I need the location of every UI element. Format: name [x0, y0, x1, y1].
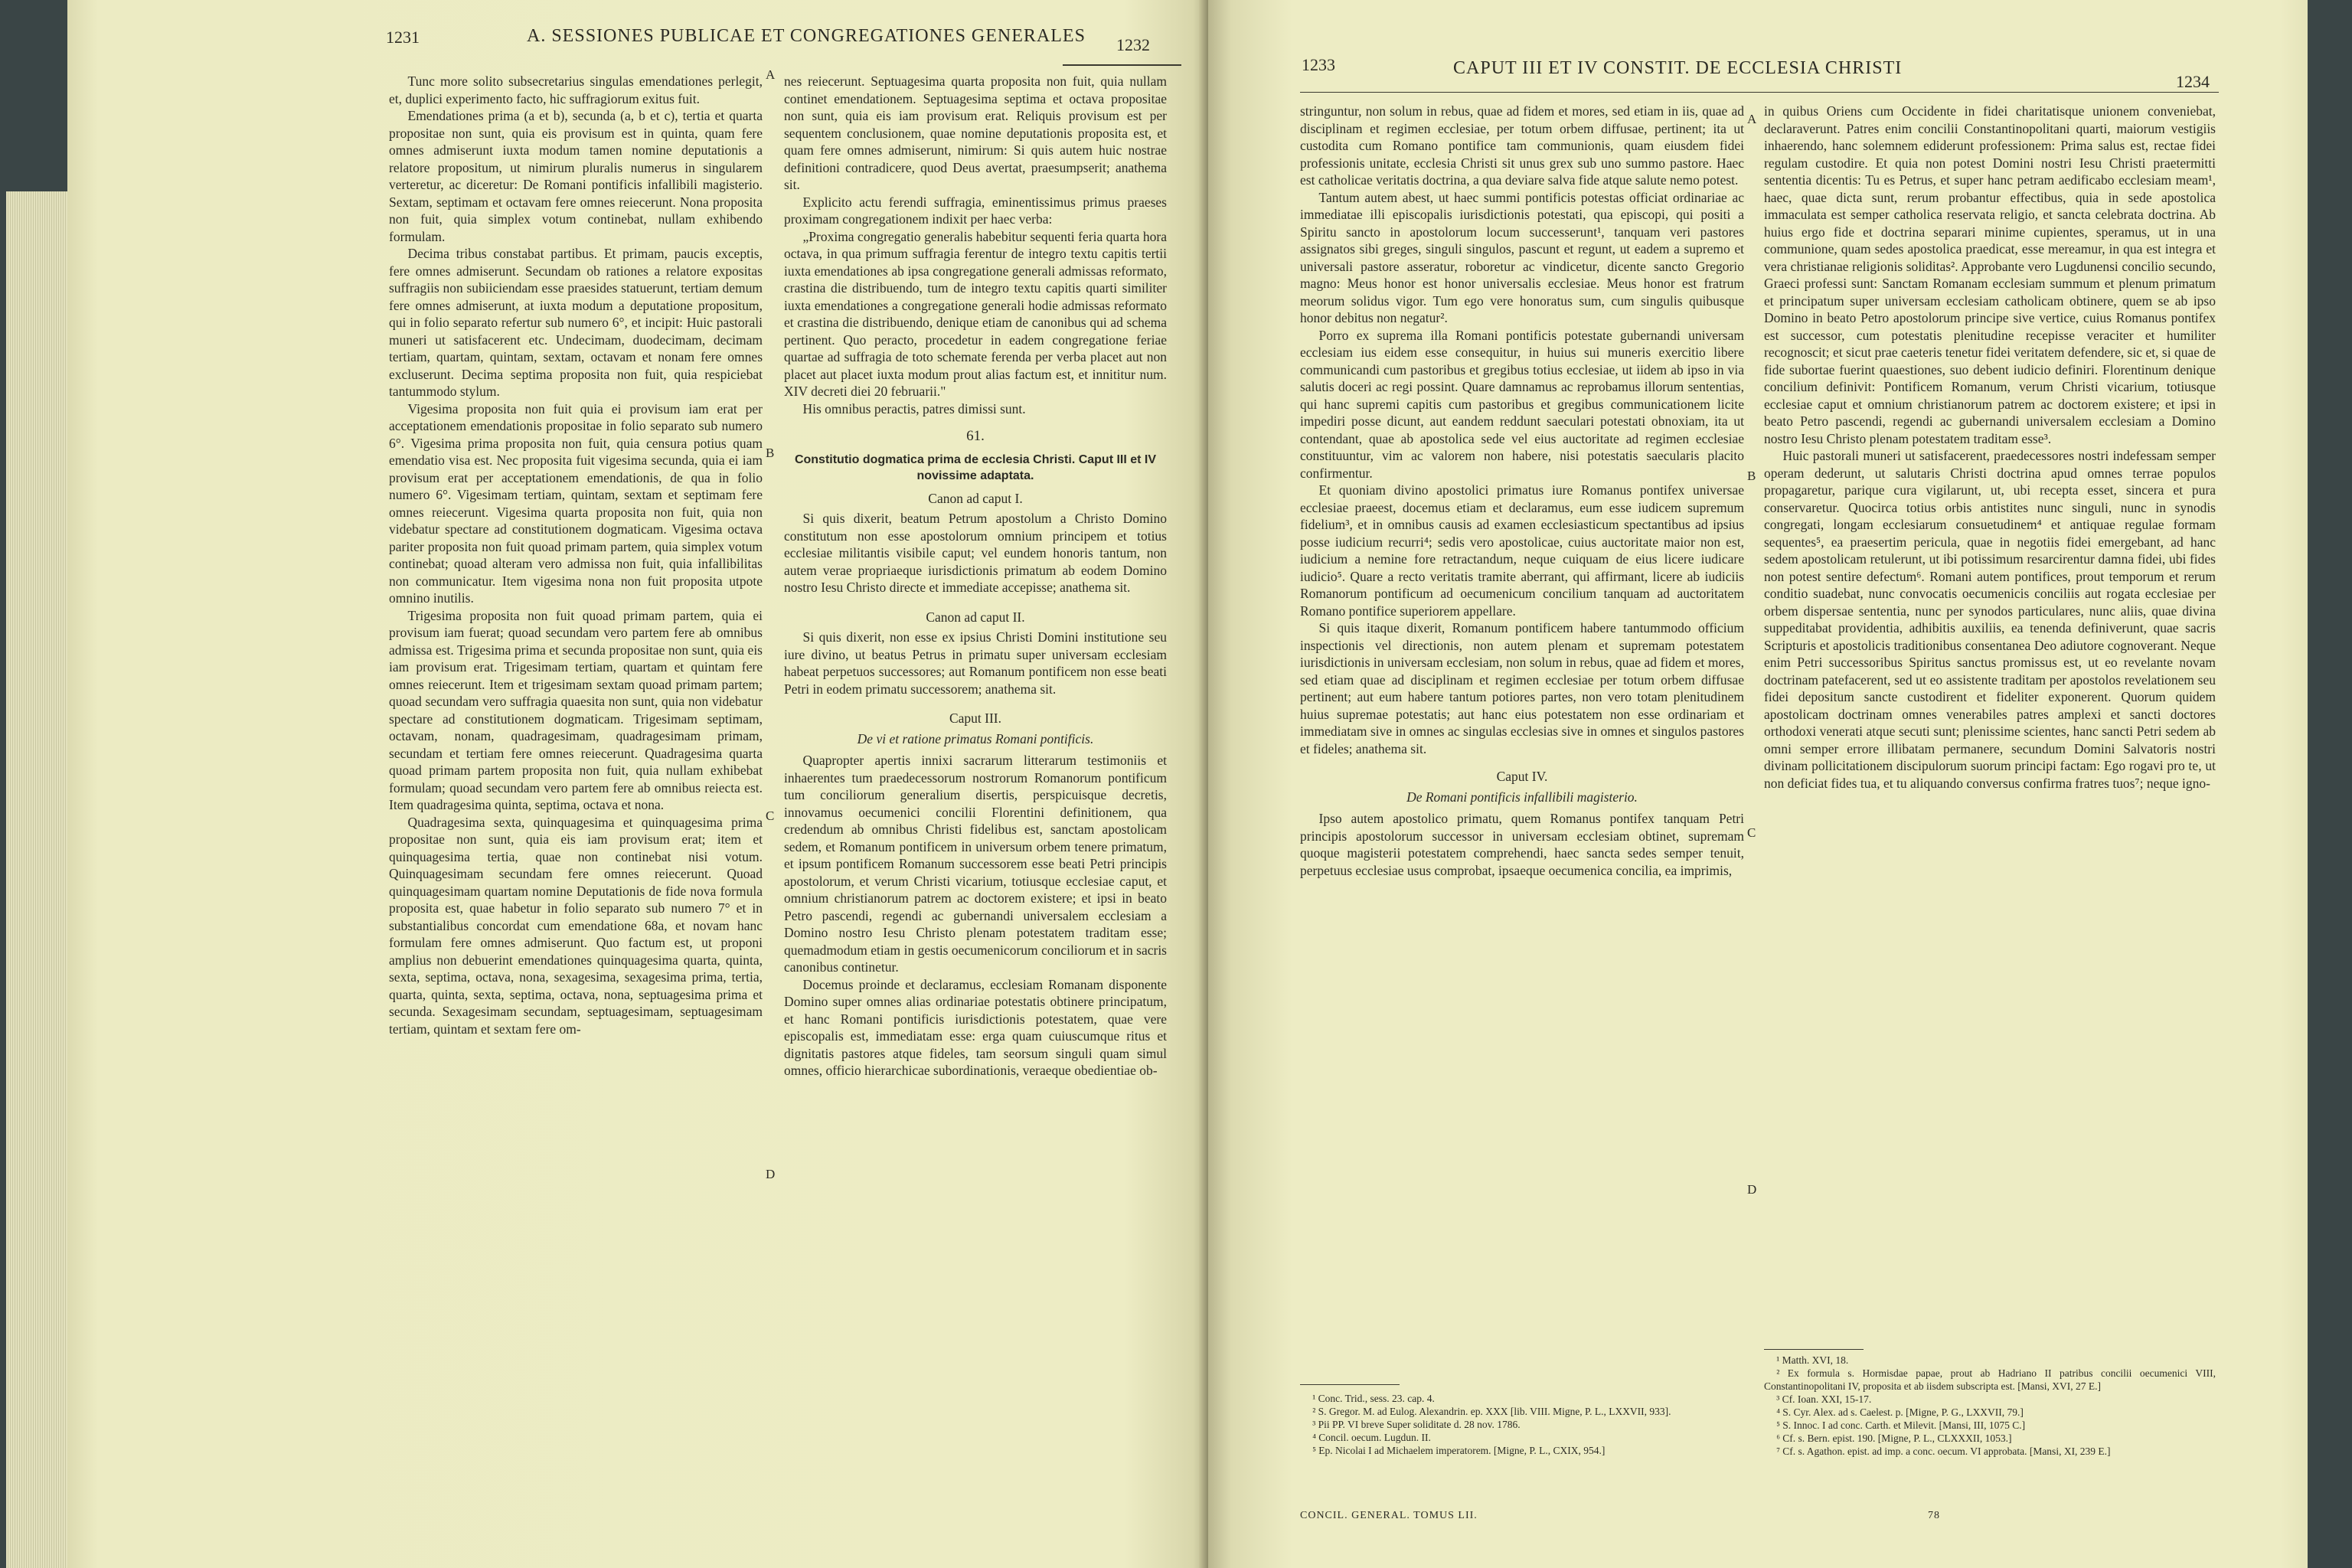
chapter-subtitle: De vi et ratione primatus Romani pontificis.	[857, 730, 1094, 746]
footnote-rule	[1300, 1384, 1400, 1385]
footnote: ⁶ Cf. s. Bern. epist. 190. [Migne, P. L., CLXXXII, 1053.]	[1776, 1432, 2012, 1444]
text-column-right	[1764, 103, 2216, 792]
footnote: ⁴ Concil. oecum. Lugdun. II.	[1312, 1432, 1431, 1443]
paragraph: Et quoniam divino apostolici primatus iure Romanus pontifex universae ecclesiae praeest, docemus etiam et declaramus, eum esse iudicem supremum fidelium³, et in omnibus causis ad examen ecclesiasticum spectantibus ad ipsius posse iudicium recurri⁴; sedis vero apostolicae, cuius auctoritate maior non est, iudicium a nemine fore retractandum, neque cuiquam de eius licere iudicare iudicio⁵. Quare a recto veritatis tramite aberrant, qui affirmant, licere ab iudiciis Romanorum pontificum ad oecumenicum concilium tanquam ad auctoritatem Romano pontifice superiorem appellare.	[1300, 482, 1744, 619]
page-number: 1233	[1302, 55, 1335, 74]
running-head: A. SESSIONES PUBLICAE ET CONGREGATIONES GENERALES	[527, 26, 1086, 46]
footnote: ¹ Matth. XVI, 18.	[1776, 1354, 1849, 1366]
paragraph: stringuntur, non solum in rebus, quae ad fidem et mores, sed etiam in iis, quae ad disciplinam et regimen ecclesiae, per totum orbem diffusae, pertinent; ita ut custodita cum Romano pontifice tam communionis, quam eiusdem fidei professionis unitate, ecclesia Christi sit unus grex sub uno summo pastore. Haec est catholicae veritatis doctrina, a qua deviare salva fide atque salute nemo potest.	[1300, 103, 1744, 188]
paragraph: His omnibus peractis, patres dimissi sunt.	[802, 400, 1026, 416]
signature-mark: CONCIL. GENERAL. TOMUS LII.	[1300, 1510, 1478, 1521]
right-page	[1208, 0, 2308, 1568]
canon-heading: Canon ad caput II.	[926, 609, 1025, 625]
running-head: CAPUT III ET IV CONSTIT. DE ECCLESIA CHRISTI	[1453, 58, 1903, 78]
chapter-heading: Caput IV.	[1496, 769, 1548, 784]
paragraph: Explicito actu ferendi suffragia, eminentissimus primus praeses proximam congregationem indixit per haec verba:	[784, 194, 1167, 227]
footnotes-right	[1764, 1354, 2216, 1458]
paragraph: Docemus proinde et declaramus, ecclesiam Romanam disponente Domino super omnes alias ordinariae potestatis obtinere principatum, et hanc Romani pontificis iurisdictionis potestatem, quae vere episcopalis est, immediatam esse: erga quam cuiuscumque ritus et dignitatis pastores atque fideles, tam seorsum singuli quam simul omnes, officio hierarchicae subordinationis, veraeque obedientiae ob-	[784, 976, 1167, 1078]
header-rule	[1063, 64, 1181, 66]
quote: „Proxima congregatio generalis habebitur sequenti feria quarta hora octava, in qua primum suffragia ferentur de integro textu capitis tertii iuxta emendationes ab ipsa congregatione generali admissas reformato, crastina die distribuendo, tum de integro textu capitis quarti similiter iuxta emendationes a congregatione generali hodie admissas reformato et crastina die distribuendo, denique etiam de canonibus qui ad schema pertinent. Quo peracto, procedetur in eadem congregatione feriae quartae ad suffragia de toto schemate ferenda per verba placet aut non placet aut placet iuxta modum prout alias factum est, et innititur num. XIV decreti diei 20 februarii."	[784, 228, 1167, 399]
section-number: 61.	[966, 428, 985, 444]
footnote: ⁴ S. Cyr. Alex. ad s. Caelest. p. [Migne, P. G., LXXVII, 79.]	[1776, 1406, 2024, 1418]
left-page	[67, 0, 1208, 1568]
text-column-left	[389, 73, 763, 1037]
margin-letter: A	[1747, 112, 1757, 126]
margin-letter: D	[766, 1167, 776, 1181]
footnote: ⁷ Cf. s. Agathon. epist. ad imp. a conc. oecum. VI approbata. [Mansi, XI, 239 E.]	[1776, 1446, 2111, 1457]
footnote-rule	[1764, 1349, 1864, 1350]
text-column-left	[1300, 103, 1744, 879]
chapter-heading: Caput III.	[949, 710, 1002, 726]
paragraph: Tantum autem abest, ut haec summi pontificis potestas officiat ordinariae ac immediatae illi episcopalis iurisdictionis potestati, qua episcopi, qui positi a Spiritu sancto in apostolorum locum successerunt¹, tanquam veri pastores assignatos sibi greges, singuli singulos, pascunt et regunt, ut eadem a supremo et universali pastore asseratur, roboretur ac vindicetur, dicente sancto Gregorio magno: Meus honor est honor universalis ecclesiae. Meus honor est fratrum meorum solidus vigor. Tum ego vere honoratus sum, cum singulis quibusque honor debitus non negatur².	[1300, 189, 1744, 325]
page-edge-stack	[6, 191, 67, 1568]
footnote: ¹ Conc. Trid., sess. 23. cap. 4.	[1312, 1393, 1435, 1404]
paragraph: Porro ex suprema illa Romani pontificis potestate gubernandi universam ecclesiam ius eidem esse consequitur, in huius sui muneris exercitio libere communicandi cum pastoribus et gregibus totius ecclesiae, ut iidem ab ipso in via salutis doceri ac regi possint. Quare damnamus ac reprobamus illorum sententias, qui hanc supremi capitis cum pastoribus et gregibus communicationem licite impediri posse dicunt, aut eandem reddunt saeculari potestati obnoxiam, ita ut contendant, quae ab apostolica sede vel eius auctoritate ad regimen ecclesiae constituuntur, vim ac valorem non habere, nisi potestatis saecularis placito confirmentur.	[1300, 327, 1744, 481]
paragraph: Trigesima proposita non fuit quoad primam partem, quia ei provisum iam fuerat; quoad secundam vero partem fere ab omnibus admissa est. Trigesima prima et secunda propositae non sunt, quia eis iam provisum erat. Trigesimam tertiam, quartam et quintam fere omnes reiecerunt. Item et trigesimam sextam quoad primam partem; quoad secundam vero suffragia quaesita non sunt, quia non videbatur spectare ad constitutionem dogmaticam. Trigesimam septimam, octavam, nonam, quadragesimam, quadragesimam primam, secundam et tertiam fere omnes reiecerunt. Quadragesima quarta quoad primam partem proposita non fuit, quia nullam exhibebat formulam; quoad secundam vero partem fere ab omnibus reiecta est. Item quadragesima quinta, septima, octava et nona.	[389, 607, 763, 812]
paragraph: Quadragesima sexta, quinquagesima et quinquagesima prima propositae non sunt, quia eis iam provisum erat; item et quinquagesima tertia, quae non continebat nisi votum. Quinquagesimam secundam fere omnes reiecerunt. Quoad quinquagesimam quartam nomine Deputationis de fide nova formula proposita est, quae habetur in folio separato sub numero 7° et in substantialibus concordat cum emendatione 68a, et novam hanc formulam fere omnes admiserunt. Quo factum est, ut proponi amplius non debuerint emendationes quinquagesima quarta, quinta, sexta, septima, octava, nona, sexagesima, sexagesima prima, tertia, quarta, quinta, sexta, septima, octava, nona, septuagesima prima et secunda. Sexagesimam secundam, septuagesimam, septuagesimam tertiam, quintam et sextam fere om-	[389, 814, 763, 1037]
paragraph: Si quis dixerit, beatum Petrum apostolum a Christo Domino constitutum non esse apostolorum omnium principem et totius ecclesiae militantis visibile caput; vel eundem honoris tantum, non autem verae propriaeque iurisdictionis primatum ab eodem Domino nostro Iesu Christo directe et immediate accepisse; anathema sit.	[784, 511, 1167, 595]
paragraph: Huic pastorali muneri ut satisfacerent, praedecessores nostri indefessam semper operam dederunt, ut salutaris Christi doctrina apud omnes terrae populos propagaretur, parique cura vigilarunt, ut, ubi recepta esset, sincera et pura conservaretur. Quocirca totius orbis antistites nunc singuli, nunc in synodis congregati, longam ecclesiarum consuetudinem⁴ et antiquae regulae formam sequentes⁵, ea praesertim pericula, quae in negotiis fidei emergebant, ad hanc sedem apostolicam retulerunt, ut ibi potissimum resarcirentur damna fidei, ubi fides non potest sentire defectum⁶. Romani autem pontifices, prout temporum et rerum conditio suadebat, nunc convocatis oecumenicis conciliis aut rogata ecclesiae per orbem dispersae sententia, nunc per synodos particulares, nunc aliis, quae divina suppeditabat providentia, adhibitis auxiliis, ea tenenda definiverunt, quae sacris Scripturis et apostolicis traditionibus consentanea Deo adiutore cognoverant. Neque enim Petri successoribus Spiritus sanctus promissus est, ut eo revelante novam doctrinam patefacerent, sed ut eo assistente traditam per apostolos revelationem seu fidei depositum sancte custodirent et fideliter exponerent. Quorum quidem apostolicam doctrinam omnes venerabiles patres amplexi et sancti doctores orthodoxi venerati atque secuti sunt; plenissime scientes, hanc sancti Petri sedem ab omni semper errore illibatam permanere, secundum Domini Salvatoris nostri divinam pollicitationem discipulorum suorum principi factam: Ego rogavi pro te, ut non deficiat fides tua, et tu aliquando conversus confirma fratres tuos⁷; neque igno-	[1764, 448, 2216, 791]
page-number: 1234	[2176, 72, 2210, 91]
footnote: ³ Cf. Ioan. XXI, 15-17.	[1776, 1393, 1872, 1405]
page-number: 1231	[386, 28, 420, 47]
margin-letter: A	[766, 67, 776, 82]
margin-letter: B	[1747, 469, 1756, 483]
section-title: Constitutio dogmatica prima de ecclesia Christi. Caput III et IV novissime adaptata.	[794, 452, 1157, 482]
paragraph: Decima tribus constabat partibus. Et primam, paucis exceptis, fere omnes admiserunt. Secundam ob rationes a relatore expositas suffragiis non subiiciendam esse praesides statuerunt, tertiam demum fere omnes admiserunt, at iuxta modum a deputatione propositum, qui in folio separato refertur sub numero 6°, et incipit: Huic pastorali muneri ut satisfacerent etc. Undecimam, duodecimam, decimam tertiam, quartam, quintam, sextam, octavam et nonam fere omnes excluserunt. Decima septima proposita non fuit, quia respiciebat tantummodo stylum.	[389, 246, 763, 399]
footnote: ² Ex formula s. Hormisdae papae, prout ab Hadriano II patribus concilii oecumenici VIII, Constantinopolitani IV, proposita et ab iisdem subscripta est. [Mansi, XVI, 27 E.]	[1764, 1367, 2216, 1392]
paragraph: Quapropter apertis innixi sacrarum litterarum testimoniis et inhaerentes tum praedecessorum nostrorum Romanorum pontificum tum conciliorum generalium disertis, perspicuisque decretis, innovamus oecumenici concilii Florentini definitionem, qua credendum ab omnibus Christi fidelibus est, sanctam apostolicam sedem, et Romanum pontificem in universum orbem tenere primatum, et ipsum pontificem Romanum successorem esse beati Petri principis apostolorum, et verum Christi vicarium, totiusque ecclesiae caput, et omnium christianorum patrem ac doctorem existere; et ipsi in beato Petro pascendi, regendi ac gubernandi universalem ecclesiam a Domino nostro Iesu Christo plenam potestatem traditam esse; quemadmodum etiam in gestis oecumenicorum conciliorum et in sacris canonibus continetur.	[784, 753, 1167, 975]
paragraph: Emendationes prima (a et b), secunda (a, b et c), tertia et quarta propositae non sunt, quia eis provisum est in quinta, quam fere omnes admiserunt iuxta modum tamen nomine deputationis a relatore propositum, ut nimirum pluralis numerus in singularem verteretur, ac diceretur: De Romani pontificis infallibili magisterio. Sextam, septimam et octavam fere omnes reiecerunt. Nona proposita non fuit, quia simplex votum continebat, nullam exhibendo formulam.	[389, 108, 763, 244]
margin-letter: D	[1747, 1182, 1757, 1197]
footnotes-left	[1300, 1392, 1744, 1457]
paragraph: Si quis dixerit, non esse ex ipsius Christi Domini institutione seu iure divino, ut beatus Petrus in primatu super universam ecclesiam habeat perpetuos successores; aut Romanum pontificem non esse beati Petri in eodem primatu successorem; anathema sit.	[784, 629, 1167, 697]
chapter-subtitle: De Romani pontificis infallibili magisterio.	[1406, 789, 1638, 805]
paragraph: Tunc more solito subsecretarius singulas emendationes perlegit, et, duplici experimento facto, hic suffragiorum exitus fuit.	[389, 74, 763, 106]
paragraph: Ipso autem apostolico primatu, quem Romanus pontifex tanquam Petri principis apostolorum successor in universam ecclesiam obtinet, supremam quoque magisterii potestatem comprehendi, haec sancta sedes semper tenuit, perpetuus ecclesiae usus comprobat, ipsaeque oecumenica concilia, ea imprimis,	[1300, 811, 1744, 878]
header-rule	[1300, 92, 2219, 93]
margin-letter: C	[1747, 825, 1756, 840]
footnote: ² S. Gregor. M. ad Eulog. Alexandrin. ep. XXX [lib. VIII. Migne, P. L., LXXVII, 933].	[1312, 1406, 1671, 1417]
footnote: ³ Pii PP. VI breve Super soliditate d. 28 nov. 1786.	[1312, 1419, 1521, 1430]
canon-heading: Canon ad caput I.	[928, 490, 1023, 506]
paragraph: Vigesima proposita non fuit quia ei provisum iam erat per acceptationem emendationis propositae in folio separato sub numero 6°. Vigesima prima proposita non fuit, quia censura potius quam emendatio visa est. Nec proposita fuit vigesima secunda, quia ei iam provisum erat per acceptationem emendationis, de qua in folio numero 6°. Vigesimam tertiam, quintam, sextam et septimam fere omnes reiecerunt. Vigesima quarta proposita non fuit, quia non videbatur spectare ad constitutionem dogmaticam. Vigesima octava pariter proposita non fuit quoad primam partem, quia simplex votum continebat; quoad alteram vero admissa non fuit, quia infallibilitas non communicatur. Item vigesima nona non fuit proposita utpote omnino inutilis.	[389, 400, 763, 606]
footnote: ⁵ Ep. Nicolai I ad Michaelem imperatorem. [Migne, P. L., CXIX, 954.]	[1312, 1445, 1606, 1456]
footnote: ⁵ S. Innoc. I ad conc. Carth. et Milevit. [Mansi, III, 1075 C.]	[1776, 1419, 2026, 1431]
margin-letter: C	[766, 808, 775, 823]
margin-letter: B	[766, 446, 775, 460]
signature-number: 78	[1928, 1510, 1940, 1521]
paragraph: Si quis itaque dixerit, Romanum pontificem habere tantummodo officium inspectionis vel directionis, non autem plenam et supremam potestatem iurisdictionis in universam ecclesiam, non solum in rebus, quae ad fidem et mores, sed etiam quae ad disciplinam et regimen ecclesiae per totum orbem diffusae pertinent; aut eum habere tantum potiores partes, non vero totam plenitudinem huius supremae potestatis; aut hanc eius potestatem non esse ordinariam et immediatam sive in omnes ac singulas ecclesias sive in omnes et singulos pastores et fideles; anathema sit.	[1300, 620, 1744, 756]
page-number: 1232	[1116, 35, 1150, 54]
paragraph: in quibus Oriens cum Occidente in fidei charitatisque unionem conveniebat, declaraverunt. Patres enim concilii Constantinopolitani quarti, maiorum vestigiis inhaerendo, hanc solemnem ediderunt professionem: Prima salus est, rectae fidei regulam custodire. Et quia non potest Domini nostri Iesu Christi praetermitti sententia dicentis: Tu es Petrus, et super hanc petram aedificabo ecclesiam meam¹, haec, quae dicta sunt, rerum probantur effectibus, quia in sede apostolica immaculata est semper catholica reservata religio, et sancta celebrata doctrina. Ab huius ergo fide et doctrina separari minime cupientes, speramus, ut in una communione, quam sedes apostolica praedicat, esse mereamur, in qua est integra et vera christianae religionis soliditas². Approbante vero Lugdunensi concilio secundo, Graeci professi sunt: Sanctam Romanam ecclesiam summum et plenum primatum et principatum super universam ecclesiam catholicam obtinere, quem se ab ipso Domino in beato Petro apostolorum principe sive vertice, cuius Romanus pontifex est successor, cum potestatis plenitudine recepisse veraciter et humiliter recognoscit; et sicut prae caeteris tenetur fidei veritatem defendere, sic et, si quae de fide subortae fuerint quaestiones, suo debent iudicio definiri. Florentinum denique concilium definivit: Pontificem Romanum, verum Christi vicarium, totiusque ecclesiae caput et omnium christianorum patrem ac doctorem existere; et ipsi in beato Petro pascendi, regendi ac gubernandi universalem ecclesiam a Domino nostro Iesu Christo plenam potestatem traditam esse³.	[1764, 103, 2216, 446]
paragraph: nes reiecerunt. Septuagesima quarta proposita non fuit, quia nullam continet emendationem. Septuagesima septima et octava propositae non sunt, quia eis iam provisum erat. Reliquis provisum est per sequentem conclusionem, quae nomine deputationis proposita est, et quam fere omnes admiserunt, nimirum: Si quis autem huic nostrae definitioni contradicere, quod Deus avertat, praesumpserit; anathema sit.	[784, 74, 1167, 192]
text-column-right	[784, 73, 1167, 1080]
